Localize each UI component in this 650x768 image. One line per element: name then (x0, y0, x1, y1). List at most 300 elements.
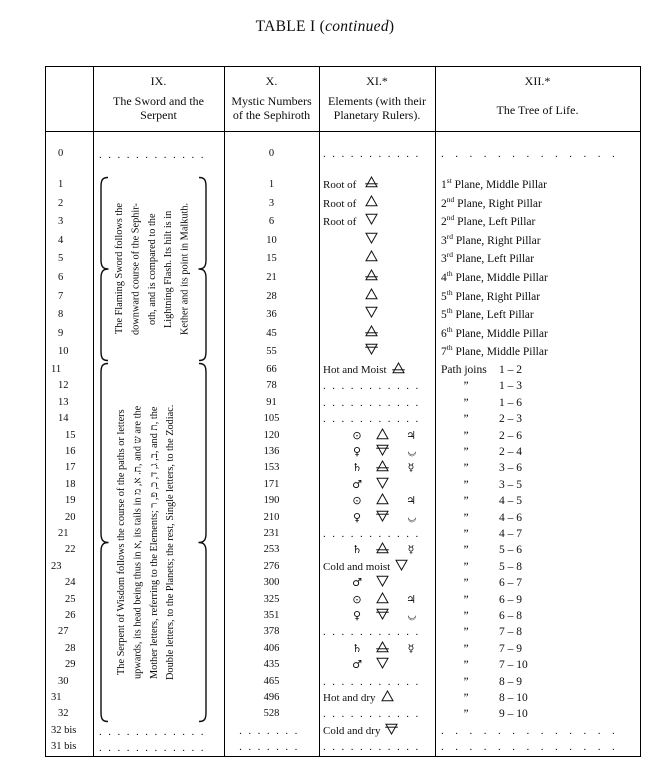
air-icon (392, 362, 405, 379)
mystic-number-cell (224, 706, 319, 722)
sword-serpent-cell (93, 608, 224, 624)
key-number: 13 (58, 396, 69, 408)
plane-label: 5th Plane, Left Pillar (441, 306, 534, 322)
air-icon (374, 460, 390, 476)
tree-of-life-cell (435, 477, 640, 493)
mystic-number: 15 (266, 253, 277, 265)
table-row (46, 690, 640, 706)
mystic-number-cell (224, 477, 319, 493)
mystic-number-cell (224, 641, 319, 657)
key-number: 23 (51, 560, 62, 572)
table-row (46, 195, 640, 214)
key-cell (46, 526, 93, 542)
mystic-number: 1 (268, 179, 275, 190)
mystic-number: 171 (263, 478, 280, 490)
mystic-number-cell (224, 723, 319, 739)
elements-cell (319, 526, 435, 542)
table-row (46, 378, 640, 394)
table-row (46, 608, 640, 624)
table-row (46, 624, 640, 640)
key-cell (46, 213, 93, 232)
ditto-mark: ” (463, 708, 469, 721)
column-number: IX. (150, 74, 167, 88)
sword-serpent-cell (93, 510, 224, 526)
ordinal-suffix: rd (446, 231, 453, 241)
jupiter-icon: ♃ (406, 592, 416, 606)
element-label: Hot and Moist (323, 364, 387, 376)
mystic-number-cell (224, 144, 319, 164)
tree-of-life-cell (435, 526, 640, 542)
tree-of-life-cell (435, 510, 640, 526)
key-cell (46, 493, 93, 509)
mystic-number: 120 (263, 429, 280, 441)
key-number: 31 bis (51, 741, 77, 753)
saturn-icon: ♄ (352, 641, 362, 655)
tree-of-life-cell (435, 411, 640, 427)
path-numbers: 9 – 10 (499, 708, 528, 721)
ditto-mark: ” (463, 610, 469, 622)
plane-label: 3rd Plane, Left Pillar (441, 250, 535, 266)
mystic-number: 55 (266, 346, 277, 358)
key-cell (46, 306, 93, 325)
ditto-mark: ” (463, 380, 469, 393)
key-cell (46, 250, 93, 269)
key-cell (46, 559, 93, 575)
key-cell (46, 592, 93, 608)
mercury-icon: ☿ (407, 543, 415, 557)
path-numbers: 1 – 3 (499, 380, 522, 393)
key-number: 31 (51, 692, 62, 703)
mystic-number: 91 (266, 396, 277, 408)
dots-filler: ............ (99, 725, 210, 738)
path-numbers: 5 – 8 (499, 560, 522, 573)
ditto-mark: ” (463, 544, 469, 557)
elements-cell (319, 288, 435, 307)
dots-filler: ....... (239, 724, 304, 737)
air-icon (374, 641, 390, 657)
mercury-icon: ☿ (407, 461, 415, 475)
sword-serpent-cell (93, 624, 224, 640)
ditto-mark: ” (463, 511, 469, 524)
ditto-mark: ” (463, 396, 469, 409)
mystic-number: 78 (266, 380, 277, 392)
element-label: Hot and dry (323, 692, 376, 704)
mercury-icon: ☿ (407, 641, 415, 655)
plane-label: 1st Plane, Middle Pillar (441, 176, 547, 191)
tree-of-life-cell (435, 428, 640, 444)
key-number: 32 bis (51, 724, 77, 736)
mystic-number: 325 (263, 593, 280, 605)
sword-serpent-cell (93, 559, 224, 575)
key-cell (46, 706, 93, 722)
mystic-number: 210 (263, 511, 280, 523)
elements-cell (319, 657, 435, 673)
moon-icon (403, 608, 419, 624)
air-icon (374, 542, 390, 558)
elements-cell (319, 608, 435, 624)
note-line: The Serpent of Wisdom follows the course of the paths or letters (116, 409, 127, 676)
mystic-number-cell (224, 460, 319, 476)
dots-filler: ............. (441, 148, 627, 160)
key-number: 19 (65, 495, 76, 507)
key-cell (46, 510, 93, 526)
ditto-mark: ” (463, 429, 469, 442)
table-row (46, 542, 640, 558)
table-row (46, 526, 640, 542)
column-number: XII.* (524, 74, 551, 88)
key-cell (46, 690, 93, 706)
table-body (46, 132, 640, 756)
key-number: 5 (58, 253, 64, 265)
mystic-number: 406 (263, 642, 280, 654)
sun-icon: ⊙ (352, 494, 362, 508)
key-cell (46, 288, 93, 307)
mystic-number-cell (224, 510, 319, 526)
elements-cell (319, 592, 435, 608)
earth-icon (374, 510, 390, 526)
tree-of-life-cell (435, 723, 640, 739)
column-title: Mystic Numbers of the Sephiroth (231, 94, 312, 123)
mystic-number: 190 (263, 495, 280, 507)
note-line: Lightning Flash. Its hilt is in (163, 210, 175, 328)
path-numbers: 5 – 6 (499, 544, 522, 557)
mars-icon: ♂ (352, 477, 362, 491)
elements-cell (319, 739, 435, 755)
path-numbers: 1 – 2 (499, 364, 522, 376)
table-row (46, 493, 640, 509)
ordinal-suffix: st (446, 176, 452, 186)
table-row (46, 325, 640, 344)
mystic-number-cell (224, 195, 319, 214)
header-cell-xii (435, 67, 640, 131)
key-cell (46, 362, 93, 378)
tree-of-life-cell (435, 269, 640, 288)
fire-icon (363, 250, 379, 269)
elements-cell (319, 690, 435, 706)
tree-of-life-cell (435, 657, 640, 673)
column-title: Elements (with their Planetary Rulers). (328, 94, 426, 123)
plane-label: 3rd Plane, Right Pillar (441, 231, 541, 247)
path-numbers: 4 – 7 (499, 528, 522, 540)
note-line: The Flaming Sword follows the (114, 203, 125, 335)
tree-of-life-cell (435, 343, 640, 362)
plane-label: 2nd Plane, Left Pillar (441, 213, 536, 229)
tree-of-life-cell (435, 306, 640, 325)
mystic-number: 6 (268, 216, 275, 228)
sun-icon: ⊙ (352, 428, 362, 442)
mystic-number-cell (224, 411, 319, 427)
table-header (46, 67, 640, 132)
mystic-number-cell (224, 444, 319, 460)
sword-serpent-cell (93, 232, 224, 251)
plane-label: 5th Plane, Right Pillar (441, 287, 541, 303)
key-cell (46, 723, 93, 739)
table-row (46, 444, 640, 460)
ordinal-suffix: nd (446, 194, 455, 204)
table-row (46, 362, 640, 378)
tree-of-life-cell (435, 641, 640, 657)
key-cell (46, 641, 93, 657)
venus-icon: ♀ (352, 510, 362, 524)
tree-of-life-cell (435, 325, 640, 344)
elements-cell (319, 542, 435, 558)
fire-icon (363, 288, 379, 307)
table-row (46, 428, 640, 444)
tree-of-life-cell (435, 395, 640, 411)
ordinal-suffix: rd (446, 250, 453, 260)
mystic-number: 465 (263, 675, 280, 687)
key-cell (46, 674, 93, 690)
key-number: 28 (65, 642, 76, 654)
sword-serpent-cell (93, 592, 224, 608)
tree-of-life-cell (435, 608, 640, 624)
dots-filler: ........... (323, 413, 425, 426)
elements-cell (319, 232, 435, 251)
elements-cell (319, 395, 435, 411)
table-row (46, 739, 640, 755)
key-cell (46, 144, 93, 164)
plane-label: 2nd Plane, Right Pillar (441, 194, 542, 210)
page-title (0, 18, 650, 36)
key-number: 4 (58, 234, 64, 246)
column-number: X. (265, 74, 278, 88)
sword-serpent-cell (93, 723, 224, 739)
elements-cell (319, 428, 435, 444)
mystic-number-cell (224, 739, 319, 755)
path-numbers: 6 – 8 (499, 610, 522, 622)
sword-serpent-cell (93, 706, 224, 722)
header-cell-key (46, 67, 93, 131)
dots-filler: ........... (323, 675, 425, 688)
key-number: 11 (51, 364, 62, 375)
table-row (46, 460, 640, 476)
table-row (46, 723, 640, 739)
sword-serpent-cell (93, 378, 224, 394)
saturn-icon: ♄ (352, 543, 362, 557)
mystic-number-cell (224, 325, 319, 344)
note-line: Double letters, to the Planets; the rest, Single letters, to the Zodiac. (165, 404, 177, 681)
mystic-number-cell (224, 250, 319, 269)
plane-label: 6th Plane, Middle Pillar (441, 324, 548, 340)
elements-cell (319, 674, 435, 690)
mystic-number: 28 (266, 290, 277, 302)
elements-cell (319, 510, 435, 526)
mystic-number-cell (224, 378, 319, 394)
column-title: The Tree of Life. (496, 103, 579, 117)
mystic-number: 351 (263, 610, 280, 621)
key-number: 17 (65, 462, 76, 474)
path-numbers: 3 – 5 (499, 478, 522, 491)
table-row (46, 706, 640, 722)
mystic-number: 10 (266, 234, 277, 246)
mystic-number-cell (224, 526, 319, 542)
mystic-number-cell (224, 428, 319, 444)
sun-icon: ⊙ (352, 592, 362, 606)
key-cell (46, 325, 93, 344)
key-cell (46, 232, 93, 251)
dots-filler: ........... (323, 528, 425, 540)
dots-filler: ........... (323, 396, 425, 409)
ordinal-suffix: nd (446, 213, 455, 223)
sword-serpent-cell (93, 250, 224, 269)
sword-serpent-cell (93, 460, 224, 476)
key-number: 29 (65, 659, 76, 671)
ditto-mark: ” (463, 626, 469, 639)
dots-filler: ........... (323, 380, 425, 393)
key-cell (46, 269, 93, 288)
key-number: 27 (58, 626, 69, 638)
key-cell (46, 343, 93, 362)
sword-serpent-cell (93, 411, 224, 427)
sword-serpent-cell (93, 395, 224, 411)
plane-label: 4th Plane, Middle Pillar (441, 269, 548, 284)
elements-cell (319, 493, 435, 509)
note-line: oth, and is compared to the (146, 213, 158, 325)
ordinal-suffix: th (446, 306, 453, 316)
tree-of-life-cell (435, 144, 640, 164)
ditto-mark: ” (463, 495, 469, 508)
water-icon (363, 213, 379, 232)
dots-filler: ....... (239, 741, 304, 754)
mystic-number-cell (224, 559, 319, 575)
tree-of-life-cell (435, 592, 640, 608)
ordinal-suffix: th (446, 343, 453, 353)
water-icon (395, 559, 408, 576)
key-number: 15 (65, 429, 76, 441)
key-cell (46, 411, 93, 427)
key-number: 1 (58, 179, 64, 190)
dots-filler: ........... (323, 708, 425, 721)
key-cell (46, 444, 93, 460)
table-row (46, 657, 640, 673)
tree-of-life-cell (435, 706, 640, 722)
key-cell (46, 395, 93, 411)
key-number: 2 (58, 197, 64, 209)
tree-of-life-cell (435, 288, 640, 307)
mystic-number-cell (224, 306, 319, 325)
mystic-number-cell (224, 213, 319, 232)
mystic-number: 496 (263, 692, 280, 703)
element-label: Root of (323, 179, 357, 191)
element-label: Cold and moist (323, 560, 391, 573)
key-number: 21 (58, 528, 69, 539)
ditto-mark: ” (463, 446, 469, 458)
water-icon (363, 306, 379, 325)
ditto-mark: ” (463, 413, 469, 426)
tree-of-life-cell (435, 542, 640, 558)
key-number: 12 (58, 380, 69, 392)
table-row (46, 306, 640, 325)
earth-icon (374, 444, 390, 460)
ditto-mark: ” (463, 462, 469, 475)
moon-icon: ☽ (405, 611, 419, 622)
path-numbers: 7 – 9 (499, 642, 522, 655)
ditto-mark: ” (463, 593, 469, 606)
sword-serpent-cell (93, 343, 224, 362)
table-row (46, 674, 640, 690)
table-row (46, 477, 640, 493)
mystic-number: 276 (263, 560, 280, 572)
fire-icon (374, 493, 390, 509)
key-number: 22 (65, 544, 76, 556)
mystic-number: 231 (263, 528, 280, 539)
water-icon (363, 232, 379, 251)
jupiter-icon: ♃ (406, 428, 416, 442)
key-cell (46, 624, 93, 640)
ditto-mark: ” (463, 478, 469, 491)
header-cell-ix (93, 67, 224, 131)
header-cell-x (224, 67, 319, 131)
key-number: 8 (58, 309, 64, 321)
fire-icon (363, 195, 379, 214)
air-icon (363, 176, 379, 195)
dots-filler: ........... (323, 741, 425, 754)
key-cell (46, 378, 93, 394)
mystic-number: 136 (263, 446, 280, 457)
elements-cell (319, 213, 435, 232)
table-row (46, 559, 640, 575)
sword-serpent-cell (93, 195, 224, 214)
path-numbers: 4 – 5 (499, 495, 522, 508)
mystic-number-cell (224, 269, 319, 288)
mystic-number: 435 (263, 659, 280, 671)
note-line: Mother letters, referring to the Elements; ב, ג, ד, כ, פ, ר, and ת, the (148, 406, 160, 679)
fire-icon (374, 592, 390, 608)
sword-serpent-cell (93, 288, 224, 307)
elements-cell (319, 444, 435, 460)
sword-serpent-cell (93, 306, 224, 325)
path-numbers: 8 – 9 (499, 675, 522, 688)
elements-cell (319, 250, 435, 269)
key-number: 24 (65, 577, 76, 589)
table-row (46, 411, 640, 427)
sword-serpent-cell (93, 739, 224, 755)
sword-serpent-cell (93, 362, 224, 378)
column-title: The Sword and the Serpent (113, 94, 204, 123)
elements-cell (319, 460, 435, 476)
elements-cell (319, 176, 435, 195)
table-row (46, 575, 640, 591)
mystic-number: 0 (268, 148, 275, 159)
tree-of-life-cell (435, 195, 640, 214)
elements-cell (319, 723, 435, 739)
page-title-continued: continued (325, 18, 389, 35)
tree-of-life-cell (435, 232, 640, 251)
key-cell (46, 195, 93, 214)
tree-of-life-cell (435, 624, 640, 640)
tree-of-life-cell (435, 378, 640, 394)
elements-cell (319, 144, 435, 164)
elements-cell (319, 343, 435, 362)
table-row (46, 250, 640, 269)
elements-cell (319, 306, 435, 325)
moon-icon: ☽ (405, 447, 419, 458)
sword-serpent-cell (93, 176, 224, 195)
key-cell (46, 657, 93, 673)
path-numbers: 7 – 8 (499, 626, 522, 639)
mars-icon: ♂ (352, 658, 362, 672)
mystic-number: 153 (263, 462, 280, 474)
column-number: XI.* (366, 74, 388, 88)
mystic-number: 45 (266, 327, 277, 339)
water-icon (374, 477, 390, 493)
key-number: 14 (58, 413, 69, 425)
plane-label: 7th Plane, Middle Pillar (441, 343, 548, 359)
mystic-number-cell (224, 176, 319, 195)
key-number: 10 (58, 346, 69, 358)
elements-cell (319, 477, 435, 493)
mystic-number: 36 (266, 309, 277, 321)
